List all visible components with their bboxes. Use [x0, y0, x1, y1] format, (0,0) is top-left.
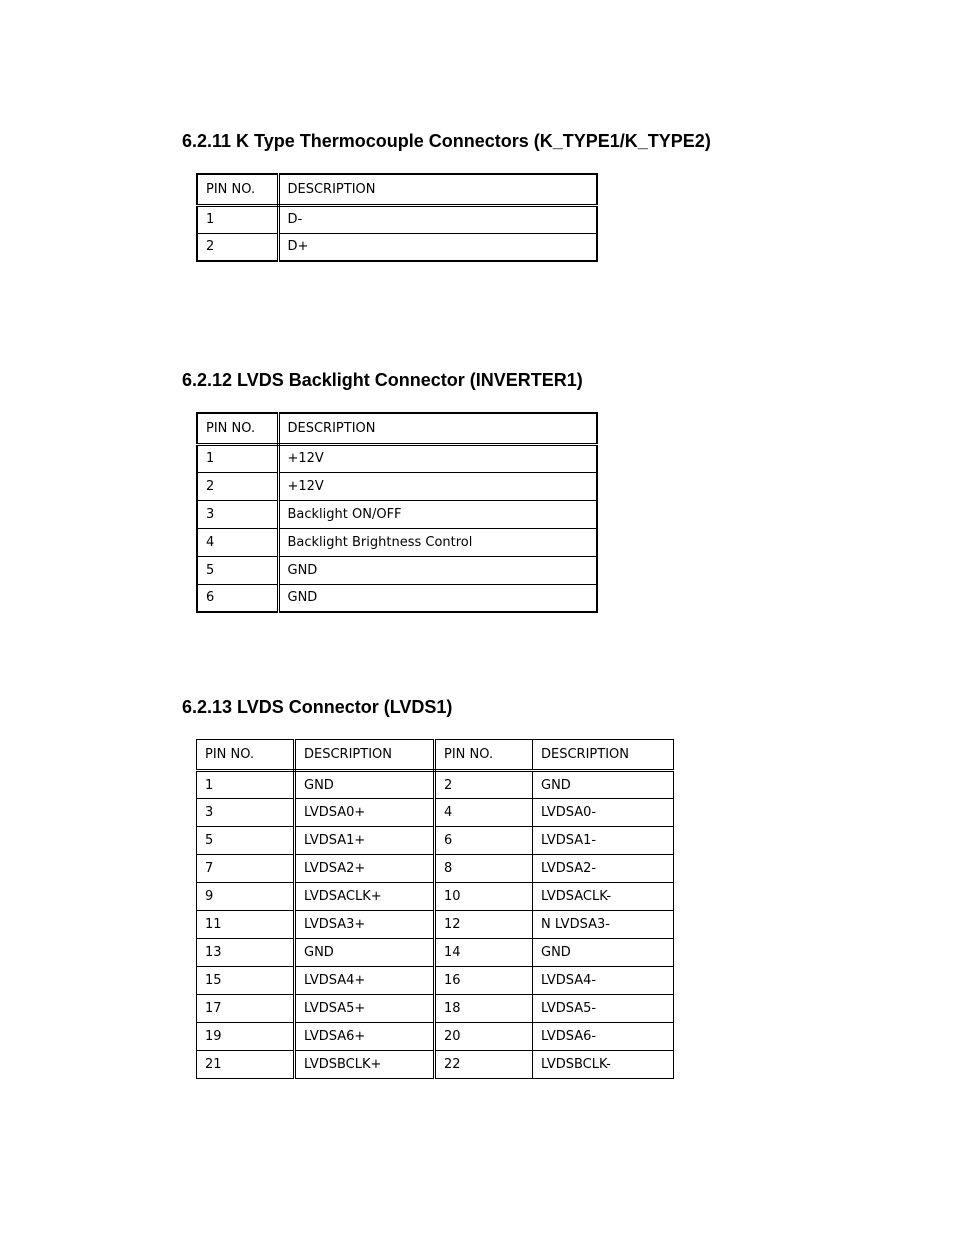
description-cell: LVDSA6-	[533, 1023, 674, 1051]
table-row	[197, 584, 597, 612]
table-row	[197, 967, 674, 995]
pin-number-cell: 2	[435, 771, 533, 799]
description-cell: D+	[278, 233, 597, 261]
pin-number-cell: 9	[197, 883, 295, 911]
description-cell: LVDSA4+	[295, 967, 435, 995]
pin-number-cell: 4	[197, 528, 278, 556]
description-cell: LVDSA0+	[295, 799, 435, 827]
column-header: DESCRIPTION	[278, 174, 597, 205]
pin-number-cell: 3	[197, 500, 278, 528]
column-header: PIN NO.	[435, 740, 533, 771]
pin-number-cell: 4	[435, 799, 533, 827]
description-cell: LVDSBCLK-	[533, 1051, 674, 1079]
table-row	[197, 500, 597, 528]
table-header-row	[197, 174, 597, 205]
pin-number-cell: 16	[435, 967, 533, 995]
description-cell: D-	[278, 205, 597, 233]
description-cell: LVDSA5-	[533, 995, 674, 1023]
description-cell: LVDSACLK-	[533, 883, 674, 911]
pin-number-cell: 18	[435, 995, 533, 1023]
table-row	[197, 799, 674, 827]
description-cell: LVDSA6+	[295, 1023, 435, 1051]
table-header-row	[197, 413, 597, 444]
description-cell: LVDSA5+	[295, 995, 435, 1023]
description-cell: LVDSA2+	[295, 855, 435, 883]
pin-number-cell: 1	[197, 205, 278, 233]
pin-number-cell: 11	[197, 911, 295, 939]
pin-number-cell: 2	[197, 233, 278, 261]
table-row	[197, 911, 674, 939]
section-heading-lvds: 6.2.13 LVDS Connector (LVDS1)	[182, 697, 453, 717]
description-cell: GND	[533, 939, 674, 967]
description-cell: GND	[295, 771, 435, 799]
table-row	[197, 556, 597, 584]
description-cell: LVDSA3+	[295, 911, 435, 939]
description-cell: LVDSA0-	[533, 799, 674, 827]
description-cell: GND	[295, 939, 435, 967]
column-header: DESCRIPTION	[533, 740, 674, 771]
description-cell: +12V	[278, 444, 597, 472]
column-header: DESCRIPTION	[278, 413, 597, 444]
table-row	[197, 855, 674, 883]
table-row	[197, 528, 597, 556]
table-row	[197, 233, 597, 261]
description-cell: GND	[278, 584, 597, 612]
pin-number-cell: 6	[435, 827, 533, 855]
pin-number-cell: 2	[197, 472, 278, 500]
description-cell: LVDSA2-	[533, 855, 674, 883]
table-row	[197, 771, 674, 799]
pin-number-cell: 12	[435, 911, 533, 939]
pin-number-cell: 1	[197, 444, 278, 472]
table-row	[197, 883, 674, 911]
pin-number-cell: 6	[197, 584, 278, 612]
pin-number-cell: 17	[197, 995, 295, 1023]
column-header: PIN NO.	[197, 740, 295, 771]
pin-number-cell: 21	[197, 1051, 295, 1079]
pin-table-lvds	[196, 739, 674, 1079]
pin-number-cell: 14	[435, 939, 533, 967]
pin-number-cell: 7	[197, 855, 295, 883]
column-header: PIN NO.	[197, 413, 278, 444]
description-cell: GND	[533, 771, 674, 799]
description-cell: GND	[278, 556, 597, 584]
description-cell: +12V	[278, 472, 597, 500]
pin-number-cell: 13	[197, 939, 295, 967]
description-cell: LVDSA1+	[295, 827, 435, 855]
table-row	[197, 472, 597, 500]
column-header: PIN NO.	[197, 174, 278, 205]
table-row	[197, 939, 674, 967]
description-cell: LVDSBCLK+	[295, 1051, 435, 1079]
table-row	[197, 995, 674, 1023]
table-row	[197, 444, 597, 472]
section-heading-inverter: 6.2.12 LVDS Backlight Connector (INVERTER1)	[182, 370, 583, 390]
table-header-row	[197, 740, 674, 771]
pin-number-cell: 10	[435, 883, 533, 911]
description-cell: LVDSA1-	[533, 827, 674, 855]
section-heading-k-type: 6.2.11 K Type Thermocouple Connectors (K_TYPE1/K_TYPE2)	[182, 131, 711, 151]
pin-number-cell: 1	[197, 771, 295, 799]
table-row	[197, 205, 597, 233]
pin-number-cell: 19	[197, 1023, 295, 1051]
pin-number-cell: 20	[435, 1023, 533, 1051]
description-cell: LVDSACLK+	[295, 883, 435, 911]
table-row	[197, 1051, 674, 1079]
column-header: DESCRIPTION	[295, 740, 435, 771]
pin-number-cell: 5	[197, 556, 278, 584]
pin-table-inverter	[196, 412, 598, 613]
pin-number-cell: 22	[435, 1051, 533, 1079]
pin-number-cell: 5	[197, 827, 295, 855]
pin-number-cell: 8	[435, 855, 533, 883]
description-cell: Backlight Brightness Control	[278, 528, 597, 556]
pin-number-cell: 3	[197, 799, 295, 827]
table-row	[197, 827, 674, 855]
pin-number-cell: 15	[197, 967, 295, 995]
pin-table-k-type	[196, 173, 598, 262]
table-row	[197, 1023, 674, 1051]
description-cell: N LVDSA3-	[533, 911, 674, 939]
description-cell: Backlight ON/OFF	[278, 500, 597, 528]
description-cell: LVDSA4-	[533, 967, 674, 995]
